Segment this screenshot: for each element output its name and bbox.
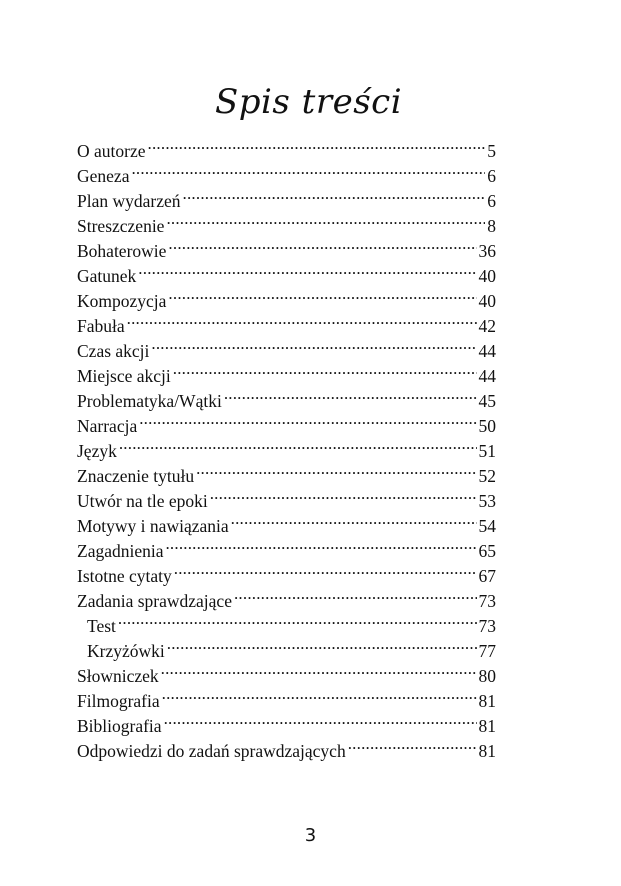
toc-entry-page: 52 — [478, 466, 496, 486]
toc-subentry[interactable] — [77, 632, 496, 661]
toc-entry[interactable] — [77, 157, 496, 186]
dot-leader — [183, 182, 486, 207]
dot-leader — [119, 432, 477, 457]
toc-entry-label: Istotne cytaty — [77, 566, 172, 586]
dot-leader — [166, 207, 485, 232]
toc-entry-page: 53 — [478, 491, 496, 511]
toc-entry-page: 80 — [478, 666, 496, 686]
toc-entry-page: 54 — [478, 516, 496, 536]
toc-entry-page: 81 — [478, 741, 496, 761]
dot-leader — [139, 407, 476, 432]
toc-entry-page: 81 — [478, 716, 496, 736]
toc-entry-page: 77 — [478, 641, 496, 661]
toc-entry-label: Fabuła — [77, 316, 125, 336]
dot-leader — [164, 707, 477, 732]
toc-entry-page: 36 — [478, 241, 496, 261]
toc-entry-page: 45 — [478, 391, 496, 411]
dot-leader — [131, 157, 485, 182]
dot-leader — [168, 232, 476, 257]
toc-entry-label: Narracja — [77, 416, 138, 436]
dot-leader — [173, 357, 477, 382]
toc-entry-page: 44 — [478, 341, 496, 361]
toc-entry-label: Geneza — [77, 166, 130, 186]
dot-leader — [162, 682, 477, 707]
dot-leader — [196, 457, 476, 482]
toc-entry[interactable] — [77, 457, 496, 486]
toc-entry-page: 42 — [478, 316, 496, 336]
toc-entry-page: 73 — [478, 616, 496, 636]
toc-entry[interactable] — [77, 282, 496, 311]
dot-leader — [151, 332, 476, 357]
toc-entry[interactable] — [77, 307, 496, 336]
table-of-contents — [77, 132, 496, 761]
toc-entry-page: 8 — [487, 216, 496, 236]
toc-entry[interactable] — [77, 182, 496, 211]
toc-entry-label: Słowniczek — [77, 666, 159, 686]
toc-entry-label: Język — [77, 441, 117, 461]
dot-leader — [118, 607, 477, 632]
toc-entry-label: Bibliografia — [77, 716, 162, 736]
toc-entry-label: Test — [87, 616, 116, 636]
toc-entry[interactable] — [77, 132, 496, 161]
dot-leader — [127, 307, 477, 332]
toc-entry-page: 50 — [478, 416, 496, 436]
dot-leader — [148, 132, 486, 157]
toc-entry[interactable] — [77, 257, 496, 286]
toc-entry-page: 40 — [478, 266, 496, 286]
toc-entry-label: Znaczenie tytułu — [77, 466, 195, 486]
toc-entry-label: Odpowiedzi do zadań sprawdzających — [77, 741, 346, 761]
page-number: 3 — [304, 825, 317, 846]
dot-leader — [138, 257, 476, 282]
toc-entry-label: Miejsce akcji — [77, 366, 171, 386]
dot-leader — [210, 482, 477, 507]
toc-title: Spis treści — [215, 82, 403, 122]
dot-leader — [234, 582, 477, 607]
toc-entry[interactable] — [77, 407, 496, 436]
toc-entry-label: Krzyżówki — [87, 641, 165, 661]
dot-leader — [174, 557, 477, 582]
toc-entry-label: Plan wydarzeń — [77, 191, 181, 211]
toc-entry-label: O autorze — [77, 141, 146, 161]
toc-entry-label: Czas akcji — [77, 341, 150, 361]
dot-leader — [168, 282, 476, 307]
toc-subentry[interactable] — [77, 607, 496, 636]
toc-entry-label: Filmografia — [77, 691, 160, 711]
toc-entry-page: 44 — [478, 366, 496, 386]
toc-entry-page: 6 — [487, 191, 496, 211]
toc-entry-label: Kompozycja — [77, 291, 167, 311]
dot-leader — [231, 507, 477, 532]
dot-leader — [348, 732, 477, 757]
dot-leader — [224, 382, 477, 407]
toc-entry-page: 5 — [487, 141, 496, 161]
toc-entry-page: 51 — [478, 441, 496, 461]
toc-entry-page: 40 — [478, 291, 496, 311]
dot-leader — [165, 532, 476, 557]
toc-entry-page: 67 — [478, 566, 496, 586]
toc-entry-label: Problematyka/Wątki — [77, 391, 222, 411]
toc-entry-label: Gatunek — [77, 266, 137, 286]
dot-leader — [167, 632, 477, 657]
toc-entry-label: Bohaterowie — [77, 241, 167, 261]
toc-entry-page: 65 — [478, 541, 496, 561]
dot-leader — [161, 657, 477, 682]
toc-entry-label: Streszczenie — [77, 216, 165, 236]
toc-entry-label: Zadania sprawdzające — [77, 591, 232, 611]
toc-entry-label: Motywy i nawiązania — [77, 516, 229, 536]
toc-entry-page: 6 — [487, 166, 496, 186]
toc-entry[interactable] — [77, 332, 496, 361]
toc-entry-label: Utwór na tle epoki — [77, 491, 208, 511]
toc-entry-label: Zagadnienia — [77, 541, 164, 561]
toc-entry[interactable] — [77, 432, 496, 461]
toc-entry-page: 81 — [478, 691, 496, 711]
toc-entry-page: 73 — [478, 591, 496, 611]
